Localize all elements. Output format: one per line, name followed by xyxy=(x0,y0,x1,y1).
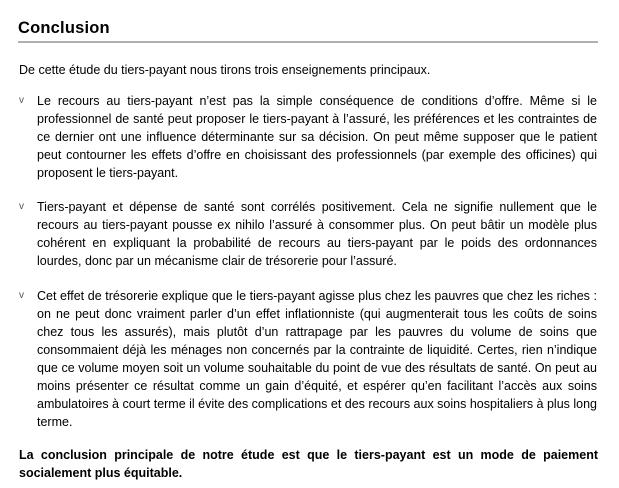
bullet-marker-icon: v xyxy=(19,201,24,212)
section-heading xyxy=(18,17,598,43)
bullet-marker-icon: v xyxy=(19,95,24,106)
section-title: Conclusion xyxy=(18,19,110,37)
bullet-text: Cet effet de trésorerie explique que le tiers-payant agisse plus chez les pauvres que chez les riches : on ne peut donc vraiment parler d’un effet inflationniste (qui augmenterait tous les coûts de soins chez tous les assurés), mais plutôt d’un rattrapage par les pauvres du volume de soins que consommaient déjà les ménages non concernés par la contrainte de liquidité. Certes, rien n’indique que ce volume moyen soit un volume souhaitable du point de vue des résultats de santé. On peut au moins présenter ce résultat comme un gain d’équité, et espérer qu’en facilitant l’accès aux soins ambulatoires à court terme il évite des complications et des recours aux soins hospitaliers à plus long terme. xyxy=(37,289,597,429)
conclusion-statement: La conclusion principale de notre étude est que le tiers-payant est un mode de paiement socialement plus équitable. xyxy=(19,448,598,480)
bullet-text: Le recours au tiers-payant n’est pas la simple conséquence de conditions d’offre. Même si le professionnel de santé peut proposer le tiers-payant à l’assuré, les préférences et les contraintes de ce dernier ont une influence déterminante sur sa décision. On peut même supposer que le patient peut contourner les effets d’offre en choisissant des professionnels (par exemple des officines) qui proposent le tiers-payant. xyxy=(37,94,597,180)
intro-paragraph: De cette étude du tiers-payant nous tirons trois enseignements principaux. xyxy=(19,63,431,77)
bullet-text: Tiers-payant et dépense de santé sont corrélés positivement. Cela ne signifie nullement que le recours au tiers-payant pousse ex nihilo l’assuré à consommer plus. On peut bâtir un modèle plus cohérent en expliquant la probabilité de recours au tiers-payant par le poids des ordonnances lourdes, donc par un mécanisme clair de trésorerie pour l’assuré. xyxy=(37,200,597,268)
bullet-marker-icon: v xyxy=(19,290,24,301)
